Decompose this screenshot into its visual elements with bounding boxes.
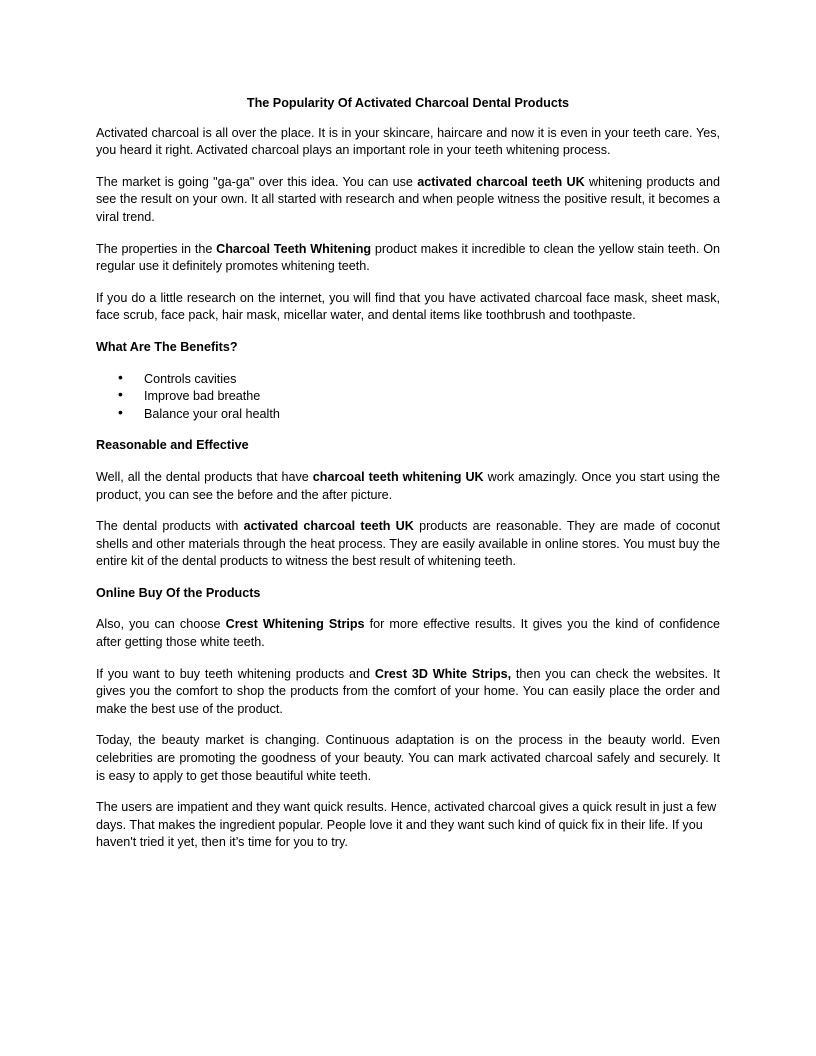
market-paragraph [96, 174, 720, 227]
bold-keyword: activated charcoal teeth UK [417, 174, 585, 189]
text-run: The market is going "ga-ga" over this idea. You can use [96, 174, 418, 189]
strips-paragraph [96, 616, 720, 651]
bold-keyword: Crest 3D White Strips, [374, 666, 512, 681]
benefits-list [96, 368, 720, 424]
text-run: for more effective results. It gives you the kind of confidence after getting those white teeth. [96, 617, 720, 650]
text-run: The dental products with [96, 519, 244, 534]
text-run: Also, you can choose [96, 617, 226, 632]
bold-keyword: Charcoal Teeth Whitening [216, 241, 372, 256]
list-item-label: Improve bad breathe [144, 389, 261, 404]
bold-keyword: charcoal teeth whitening UK [312, 469, 484, 484]
list-item [96, 388, 720, 406]
bold-keyword: activated charcoal teeth UK [243, 519, 414, 534]
list-item-label: Controls cavities [144, 371, 237, 386]
benefits-heading: What Are The Benefits? [96, 339, 238, 354]
list-item [96, 403, 720, 424]
document-title: The Popularity Of Activated Charcoal Dental Products [246, 96, 570, 110]
text-run: products are reasonable. They are made of coconut shells and other materials through the heat process. They are easily available in online stores. You must buy the entire kit of the dental products to witness the best result of whitening teeth. [96, 519, 720, 569]
reasonable-heading: Reasonable and Effective [96, 438, 249, 453]
properties-paragraph [96, 241, 720, 276]
bold-keyword: Crest Whitening Strips [225, 617, 365, 632]
intro-paragraph: Activated charcoal is all over the place. It is in your skincare, haircare and now it is even in your teeth care. Yes, you heard it right. Activated charcoal plays an important role in your teeth whitening process. [96, 125, 720, 158]
text-run: The properties in the [96, 241, 217, 256]
buy-paragraph [96, 666, 720, 719]
text-run: whitening products and see the result on your own. It all started with research and when people witness the positive result, it becomes a viral trend. [96, 174, 721, 224]
bullet-icon: • [118, 368, 123, 385]
closing-paragraph: The users are impatient and they want quick results. Hence, activated charcoal gives a quick result in just a few days. That makes the ingredient popular. People love it and they want such kind of quick fix in their life. If you haven't tried it yet, then it’s time for you to try. [96, 800, 717, 850]
text-run: then you can check the websites. It gives you the comfort to shop the products from the comfort of your home. You can easily place the order and make the best use of the product. [96, 666, 720, 716]
online-heading: Online Buy Of the Products [96, 585, 261, 600]
beauty-market-paragraph: Today, the beauty market is changing. Continuous adaptation is on the process in the beauty world. Even celebrities are promoting the goodness of your beauty. You can mark activated charcoal safely and securely. It is easy to apply to get those beautiful white teeth. [96, 733, 720, 783]
text-run: Well, all the dental products that have [96, 469, 313, 484]
text-run: product makes it incredible to clean the yellow stain teeth. On regular use it definitely promotes whitening teeth. [96, 241, 721, 274]
research-paragraph: If you do a little research on the internet, you will find that you have activated charcoal face mask, sheet mask, face scrub, face pack, hair mask, micellar water, and dental items like toothbrush and toothpaste. [96, 290, 720, 323]
bullet-icon: • [118, 403, 123, 420]
bullet-icon: • [118, 386, 123, 403]
reasonable-paragraph [96, 518, 720, 571]
list-item-label: Balance your oral health [144, 406, 280, 421]
list-item [96, 368, 720, 389]
document-page [96, 95, 720, 866]
products-paragraph [96, 469, 720, 504]
text-run: If you want to buy teeth whitening products and [96, 666, 375, 681]
text-run: work amazingly. Once you start using the product, you can see the before and the after picture. [96, 469, 720, 502]
